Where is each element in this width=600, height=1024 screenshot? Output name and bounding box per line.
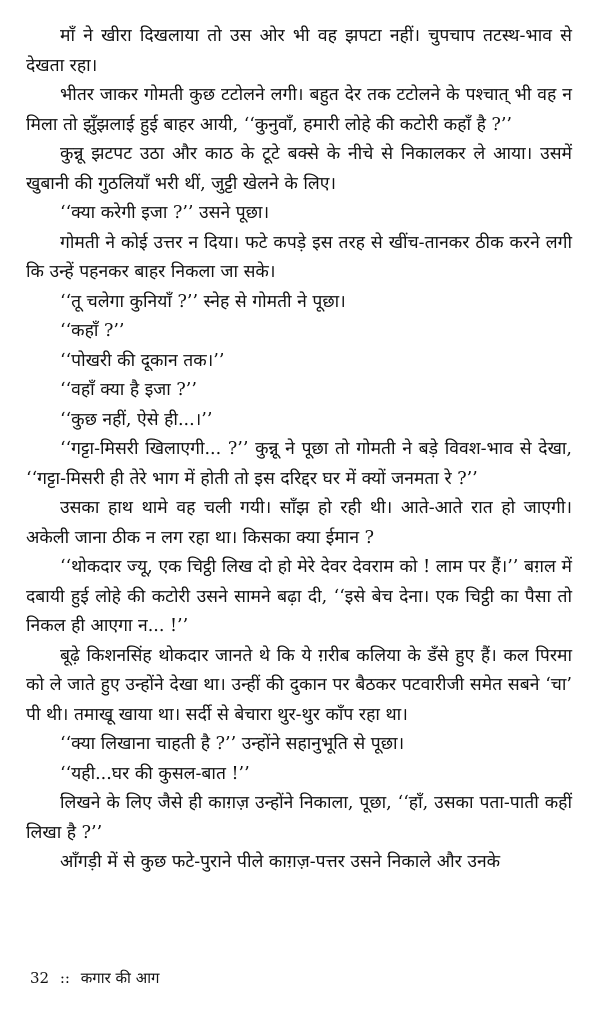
- paragraph: ‘‘यही...घर की कुसल-बात !’’: [60, 763, 250, 784]
- paragraph: ‘‘क्या लिखाना चाहती है ?’’ उन्होंने सहानुभूति से पूछा।: [60, 734, 405, 754]
- paragraph: ‘‘कुछ नहीं, ऐसे ही...।’’: [60, 409, 213, 430]
- paragraph: ‘‘गट्टा-मिसरी खिलाएगी... ?’’ कुन्नू ने पूछा तो गोमती ने बड़े विवश-भाव से देखा, ‘‘गट्टा-मिसरी ही तेरे भाग में होती तो इस दरिद्दर घर में क्यों जनमता रे ?’’: [26, 439, 572, 489]
- paragraph: ‘‘थोकदार ज्यू, एक चिट्ठी लिख दो हो मेरे देवर देवराम को ! लाम पर हैं।’’ बग़ल में दबायी हुई लोहे की कटोरी उसने सामने बढ़ा दी, ‘‘इसे बेच देना। एक चिट्ठी का पैसा तो निकल ही आएगा न... !’’: [26, 557, 572, 636]
- paragraph: आँगड़ी में से कुछ फटे-पुराने पीले काग़ज़-पत्तर उसने निकाले और उनके: [60, 852, 501, 872]
- paragraph: ‘‘कहाँ ?’’: [60, 321, 125, 341]
- paragraph: उसका हाथ थामे वह चली गयी। साँझ हो रही थी। आते-आते रात हो जाएगी। अकेली जाना ठीक न लग रहा था। किसका क्या ईमान ?: [26, 498, 572, 548]
- footer-separator: ::: [59, 969, 70, 987]
- paragraph: ‘‘क्या करेगी इजा ?’’ उसने पूछा।: [60, 203, 270, 223]
- paragraph: भीतर जाकर गोमती कुछ टटोलने लगी। बहुत देर तक टटोलने के पश्चात् भी वह न मिला तो झुँझलाई हुई बाहर आयी, ‘‘कुनुवाँ, हमारी लोहे की कटोरी कहाँ है ?’’: [26, 85, 572, 135]
- paragraph: ‘‘पोखरी की दूकान तक।’’: [60, 350, 225, 371]
- body-text: [26, 22, 572, 878]
- page-footer: [30, 968, 159, 988]
- paragraph: बूढ़े किशनसिंह थोकदार जानते थे कि ये ग़रीब कलिया के डँसे हुए हैं। कल पिरमा को ले जाते हुए उन्होंने देखा था। उन्हीं की दुकान पर बैठकर पटवारीजी समेत सबने ‘चा’ पी थी। तमाखू खाया था। सर्दी से बेचारा थुर-थुर काँप रहा था।: [26, 645, 572, 725]
- paragraph: लिखने के लिए जैसे ही काग़ज़ उन्होंने निकाला, पूछा, ‘‘हाँ, उसका पता-पाती कहीं लिखा है ?’’: [26, 793, 572, 843]
- paragraph: माँ ने खीरा दिखलाया तो उस ओर भी वह झपटा नहीं। चुपचाप तटस्थ-भाव से देखता रहा।: [26, 26, 572, 76]
- paragraph: कुन्नू झटपट उठा और काठ के टूटे बक्से के नीचे से निकालकर ले आया। उसमें खुबानी की गुठलियाँ भरी थीं, जुट्टी खेलने के लिए।: [26, 144, 572, 194]
- paragraph: ‘‘वहाँ क्या है इजा ?’’: [60, 380, 197, 400]
- paragraph: गोमती ने कोई उत्तर न दिया। फटे कपड़े इस तरह से खींच-तानकर ठीक करने लगी कि उन्हें पहनकर बाहर निकला जा सके।: [26, 232, 572, 282]
- page-number: 32: [30, 969, 50, 987]
- paragraph: ‘‘तू चलेगा कुनियाँ ?’’ स्नेह से गोमती ने पूछा।: [60, 291, 346, 312]
- book-title: कगार की आग: [80, 969, 160, 987]
